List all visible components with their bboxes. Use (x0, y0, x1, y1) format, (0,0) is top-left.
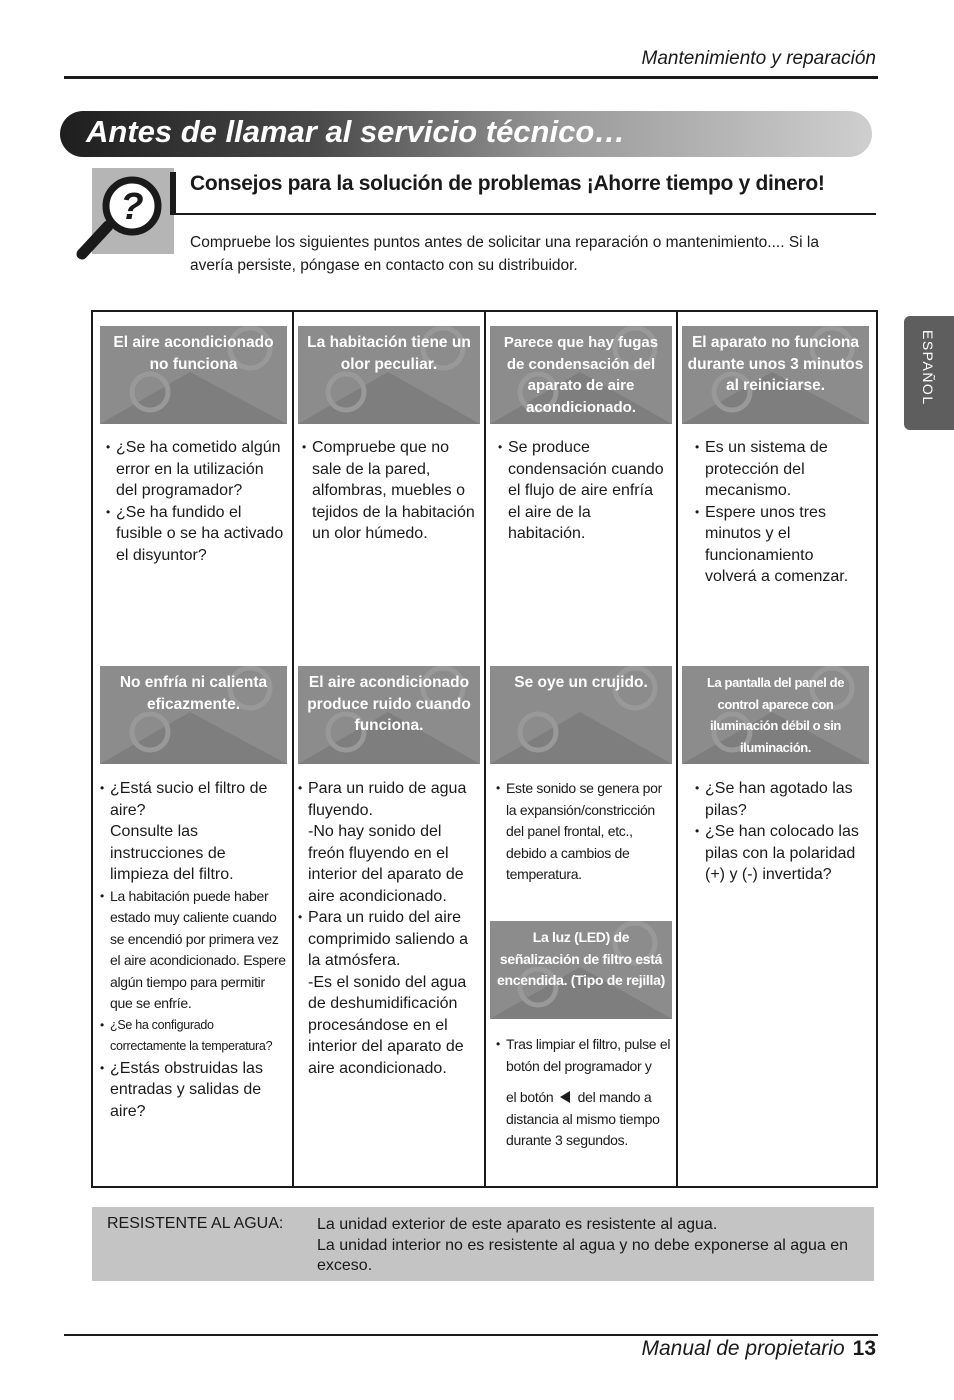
solution-list (496, 778, 670, 886)
title-banner (60, 111, 872, 157)
solution-list (302, 437, 480, 545)
list-item: • Se produce condensación cuando el flujo de aire enfría el aire de la habitación. (498, 437, 668, 545)
solution-list (498, 437, 668, 545)
solution-list (298, 778, 478, 1079)
problem-heading (298, 666, 480, 764)
list-item: • ¿Se ha cometido algún error en la utilización del programador? (106, 437, 286, 502)
problem-heading-text: No enfría ni calienta eficazmente. (119, 674, 268, 713)
solution-list (106, 437, 286, 566)
column-divider (292, 310, 294, 1186)
column-divider (484, 310, 486, 1186)
problem-heading (100, 326, 287, 424)
list-item: • ¿Estás obstruidas las entradas y salidas de aire? (100, 1058, 286, 1123)
problem-heading (490, 326, 672, 424)
list-item: • ¿Se han colocado las pilas con la polaridad (+) y (-) invertida? (695, 821, 867, 886)
page-title: Antes de llamar al servicio técnico… (86, 114, 626, 149)
list-item: • Es un sistema de protección del mecanismo. (695, 437, 867, 502)
solution-list (496, 1034, 672, 1152)
language-label: ESPAÑOL (920, 330, 936, 406)
column-divider (676, 310, 678, 1186)
list-item: -No hay sonido del freón fluyendo en el interior del aparato de aire acondicionado. (308, 823, 464, 905)
problem-heading-text: El aire acondicionado no funciona (113, 334, 274, 373)
list-item: -Es el sonido del agua de deshumidificación procesándose en el interior del aparato de aire acondicionado. (308, 973, 467, 1077)
problem-heading-text: La habitación tiene un olor peculiar. (307, 334, 471, 373)
list-item: • ¿Está sucio el filtro de aire? (100, 778, 286, 821)
header-rule (64, 76, 878, 79)
intro-text: Compruebe los siguientes puntos antes de solicitar una reparación o mantenimiento.... Si la avería persiste, póngase en contacto con su distribuidor. (190, 234, 819, 274)
list-item: • Este sonido se genera por la expansión/constricción del panel frontal, etc., debido a cambios de temperatura. (496, 778, 670, 886)
water-note-text (317, 1215, 857, 1277)
problem-heading (682, 666, 869, 764)
list-item: • ¿Se ha configurado correctamente la temperatura? (100, 1015, 286, 1058)
footer (642, 1337, 877, 1361)
problem-heading-text: El aire acondicionado produce ruido cuando funciona. (307, 674, 471, 734)
list-item: • Para un ruido del aire comprimido saliendo a la atmósfera. (298, 907, 478, 972)
problem-heading-text: El aparato no funciona durante unos 3 minutos al reiniciarse. (687, 334, 864, 394)
list-item: • Compruebe que no sale de la pared, alfombras, muebles o tejidos de la habitación un olor húmedo. (302, 437, 480, 545)
list-item: • ¿Se ha fundido el fusible o se ha activado el disyuntor? (106, 502, 286, 567)
problem-heading (490, 921, 672, 1019)
solution-list (695, 437, 867, 588)
problem-heading (682, 326, 869, 424)
list-item (496, 1087, 672, 1152)
list-item-text: el botón (506, 1089, 554, 1105)
problem-heading (490, 666, 672, 764)
list-item: Consulte las instrucciones de limpieza del filtro. (110, 823, 234, 883)
subtitle: Consejos para la solución de problemas ¡Ahorre tiempo y dinero! (190, 172, 825, 195)
magnifier-question-icon (74, 166, 176, 264)
problem-heading-text: Se oye un crujido. (514, 674, 648, 691)
manual-label: Manual de propietario (641, 1337, 845, 1360)
water-note (92, 1207, 874, 1281)
list-item: • ¿Se han agotado las pilas? (695, 778, 867, 821)
solution-list (695, 778, 867, 886)
problem-heading-text: Parece que hay fugas de condensación del aparato de aire acondicionado. (503, 334, 659, 416)
problem-heading (298, 326, 480, 424)
list-item: • La habitación puede haber estado muy caliente cuando se encendió por primera vez el aire acondicionado. Espere algún tiempo para permitir que se enfríe. (100, 886, 286, 1015)
language-tab (904, 316, 954, 430)
left-triangle-icon (560, 1091, 571, 1103)
page-number: 13 (852, 1337, 876, 1360)
section-title: Mantenimiento y reparación (641, 48, 876, 69)
list-item: • Espere unos tres minutos y el funcionamiento volverá a comenzar. (695, 502, 867, 588)
water-note-label: RESISTENTE AL AGUA: (107, 1215, 284, 1232)
list-item-text: del mando a distancia al mismo tiempo durante 3 segundos. (506, 1089, 660, 1148)
problem-heading-text: La pantalla del panel de control aparece con iluminación débil o sin iluminación. (706, 675, 845, 755)
problem-heading-text: La luz (LED) de señalización de filtro está encendida. (Tipo de rejilla) (497, 929, 665, 988)
problem-heading (100, 666, 287, 764)
list-item: • Tras limpiar el filtro, pulse el botón del programador y (496, 1034, 672, 1077)
svg-text:?: ? (120, 186, 144, 228)
subtitle-rule (170, 213, 876, 215)
water-note-line: La unidad interior no es resistente al agua y no debe exponerse al agua en exceso. (317, 1236, 849, 1274)
solution-list (100, 778, 286, 1122)
subtitle-bar (170, 172, 176, 214)
water-note-line: La unidad exterior de este aparato es resistente al agua. (317, 1216, 718, 1233)
footer-rule (64, 1334, 878, 1336)
list-item: • Para un ruido de agua fluyendo. (298, 778, 478, 821)
